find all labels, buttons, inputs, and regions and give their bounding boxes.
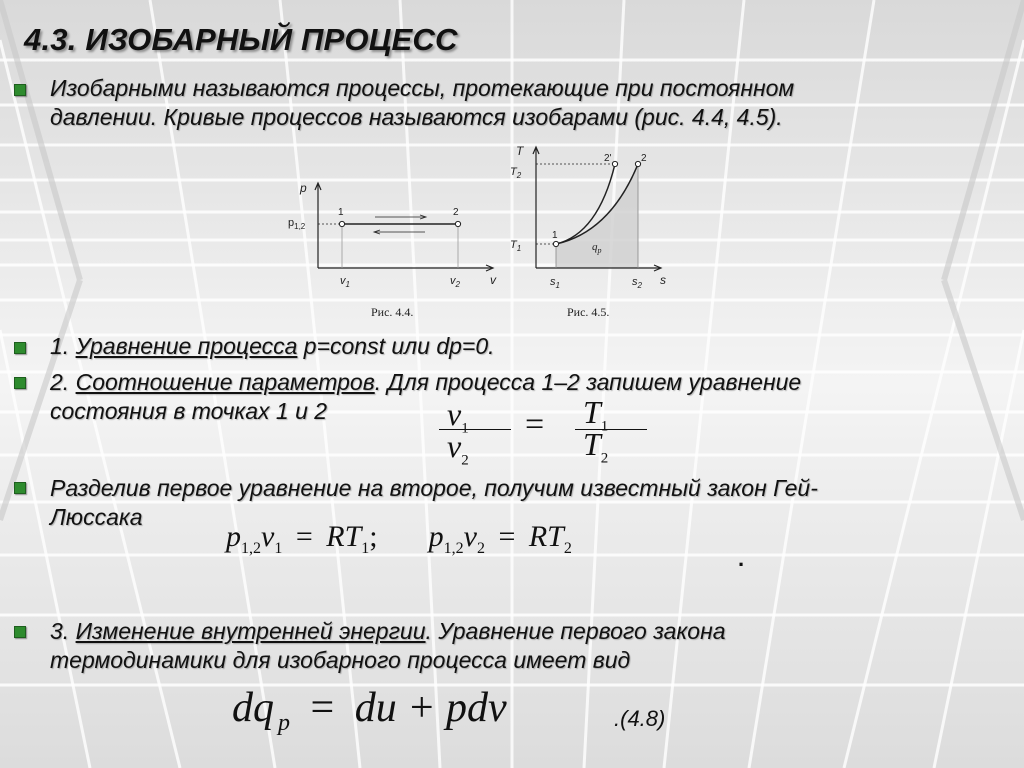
- item-1-text: p=const или dp=0.: [297, 333, 495, 359]
- bullet-icon: [14, 342, 26, 354]
- item-2-line-1: [50, 368, 1010, 397]
- eq-first-law-lhs-sub: p: [278, 710, 290, 737]
- figure-4-5-ts-diagram: [500, 142, 685, 294]
- eq-state-equals-2: =: [498, 520, 516, 553]
- point-1-label: 1: [552, 230, 558, 241]
- intro-line-1: Изобарными называются процессы, протекающие при постоянном: [50, 75, 795, 101]
- T1-label: $T_1$: [510, 239, 522, 253]
- eq-state-p2-sub: 1,2: [443, 540, 464, 557]
- ratio-numerator-T1: $T_1$: [583, 394, 609, 435]
- eq-first-law-lhs: dq: [232, 685, 274, 731]
- item-4-number: 3.: [50, 618, 76, 644]
- point-1-label: 1: [338, 207, 344, 218]
- equation-number-4-8: .(4.8): [614, 706, 666, 731]
- eq-state-equals-1: =: [295, 520, 313, 553]
- intro-paragraph: [50, 74, 1010, 132]
- bullet-icon: [14, 84, 26, 96]
- item-4-text: . Уравнение первого закона: [425, 618, 726, 644]
- ratio-denominator-T2: $T_2$: [583, 426, 609, 467]
- eq-state-RT1: RT: [326, 520, 362, 553]
- figure-4-5-caption: Рис. 4.5.: [567, 305, 610, 319]
- item-4-line-2: термодинамики для изобарного процесса имеет вид: [50, 647, 631, 673]
- eq-state-RT1-sub: 1: [361, 540, 370, 557]
- intro-line-2: давлении. Кривые процессов называются изобарами (рис. 4.4, 4.5).: [50, 104, 783, 130]
- eq-first-law-equals: =: [310, 685, 335, 731]
- point-2-label: 2: [453, 207, 459, 218]
- eq-state-p1-sub: 1,2: [241, 540, 261, 557]
- item-4-line-1: [50, 617, 1010, 646]
- point-1-marker: [553, 241, 558, 246]
- item-2-label: Соотношение параметров: [75, 369, 375, 395]
- eq-state-RT2: RT: [528, 520, 564, 553]
- qp-label: $q_p$: [592, 241, 602, 255]
- point-2-marker: [635, 161, 640, 166]
- item-1-number: 1.: [50, 333, 76, 359]
- figure-4-4-pv-diagram: [280, 178, 510, 298]
- point-2-marker: [455, 221, 460, 226]
- item-3-line-2: Люссака: [50, 504, 143, 530]
- item-1-label: Уравнение процесса: [75, 333, 298, 359]
- eq-first-law-rhs: du + pdv: [354, 685, 507, 731]
- item-1-paragraph: [50, 332, 1010, 361]
- eq-state-RT2-sub: 2: [563, 540, 572, 557]
- point-2-label: 2: [641, 153, 647, 164]
- eq-state-semicolon: ;: [369, 520, 378, 553]
- equation-state-points: [226, 520, 572, 558]
- p-axis-label: p: [300, 181, 307, 195]
- T-axis-label: T: [516, 144, 524, 158]
- v1-label: $v_1$: [340, 275, 350, 289]
- bullet-icon: [14, 377, 26, 389]
- eq-state-p1: p: [226, 520, 241, 553]
- eq-state-v2-sub: 2: [476, 540, 485, 557]
- s2-label: $s_2$: [632, 276, 642, 290]
- v2-label: $v_2$: [450, 275, 460, 289]
- s-axis-label: s: [660, 273, 666, 287]
- figure-4-4-caption: Рис. 4.4.: [371, 305, 414, 319]
- ratio-numerator-v1: $v_1$: [447, 396, 469, 437]
- item-2-line-2: состояния в точках 1 и 2: [50, 398, 328, 424]
- T2-label: $T_2$: [510, 166, 522, 180]
- point-2prime-label: 2': [604, 153, 612, 164]
- point-1-marker: [339, 221, 344, 226]
- eq-state-v1-sub: 1: [274, 540, 283, 557]
- equation-first-law-isobaric: [232, 684, 507, 737]
- bullet-icon: [14, 626, 26, 638]
- item-3-line-1: Разделив первое уравнение на второе, получим известный закон Гей-: [50, 475, 818, 501]
- slide-title: 4.3. ИЗОБАРНЫЙ ПРОЦЕСС: [24, 22, 458, 57]
- point-2prime-marker: [612, 161, 617, 166]
- item-2-text: . Для процесса 1–2 запишем уравнение: [374, 369, 802, 395]
- eq-state-p2: p: [428, 520, 444, 553]
- v-axis-label: v: [490, 273, 496, 287]
- eq-state-v1: v: [261, 520, 275, 553]
- item-4-label: Изменение внутренней энергии: [75, 618, 426, 644]
- equation-volume-temperature-ratio: [435, 394, 655, 469]
- item-4-paragraph: [50, 617, 1010, 675]
- p12-label: $p_{1,2}$: [288, 217, 306, 231]
- s1-label: $s_1$: [550, 276, 560, 290]
- item-2-number: 2.: [50, 369, 76, 395]
- eq-state-v2: v: [463, 520, 477, 553]
- ratio-equals-sign: =: [525, 406, 545, 443]
- bullet-icon: [14, 482, 26, 494]
- eq-state-trailing-dot: .: [738, 546, 745, 571]
- ratio-denominator-v2: $v_2$: [447, 428, 469, 469]
